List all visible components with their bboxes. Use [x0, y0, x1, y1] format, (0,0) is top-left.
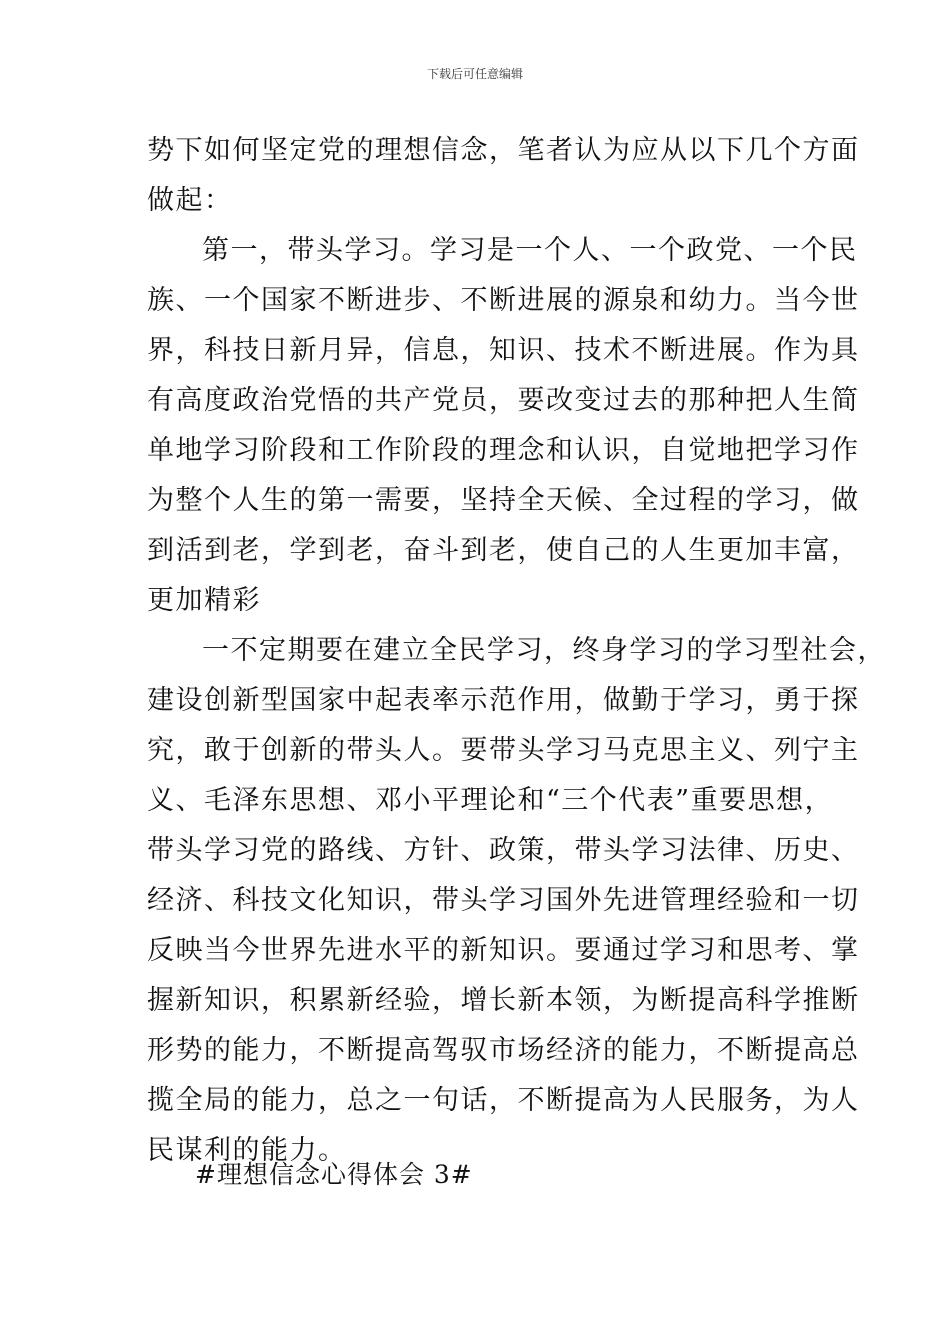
text-line: 第一，带头学习。学习是一个人、一个政党、一个民: [202, 235, 858, 266]
text-line: 做起：: [147, 185, 233, 216]
text-line: 揽全局的能力，总之一句话，不断提高为人民服务，为人: [147, 1085, 860, 1116]
text-line: 建设创新型国家中起表率示范作用，做勤于学习，勇于探: [147, 685, 860, 716]
text-line: 民谋利的能力。: [147, 1135, 347, 1166]
text-line: 究，敢于创新的带头人。要带头学习马克思主义、列宁主: [147, 735, 860, 766]
text-line: 界，科技日新月异，信息，知识、技术不断进展。作为具: [147, 335, 860, 366]
section-heading: #理想信念心得体会 3#: [195, 1160, 473, 1189]
text-line: 有高度政治党悟的共产党员，要改变过去的那种把人生简: [147, 385, 860, 416]
text-line: 势下如何坚定党的理想信念，笔者认为应从以下几个方面: [147, 135, 860, 166]
text-line: 一不定期要在建立全民学习，终身学习的学习型社会，: [202, 635, 886, 666]
paragraph-intro-continuation: [147, 126, 860, 226]
paragraph-lead-study: [147, 226, 860, 626]
text-line: 更加精彩: [147, 585, 261, 616]
document-body: [147, 126, 886, 1176]
text-line: 为整个人生的第一需要，坚持全天候、全过程的学习，做: [147, 485, 860, 516]
text-line: 族、一个国家不断进步、不断进展的源泉和幼力。当今世: [147, 285, 860, 316]
text-line: 义、毛泽东思想、邓小平理论和“三个代表”重要思想，: [147, 785, 834, 816]
text-line: 单地学习阶段和工作阶段的理念和认识，自觉地把学习作: [147, 435, 860, 466]
paragraph-learning-society: [147, 626, 886, 1176]
text-line: 形势的能力，不断提高驾驭市场经济的能力，不断提高总: [147, 1035, 860, 1066]
text-line: 握新知识，积累新经验，增长新本领，为断提高科学推断: [147, 985, 860, 1016]
text-line: 到活到老，学到老，奋斗到老，使自己的人生更加丰富，: [147, 535, 860, 566]
text-line: 经济、科技文化知识，带头学习国外先进管理经验和一切: [147, 885, 860, 916]
text-line: 反映当今世界先进水平的新知识。要通过学习和思考、掌: [147, 935, 860, 966]
page-header-note: 下载后可任意编辑: [426, 67, 523, 81]
text-line: 带头学习党的路线、方针、政策，带头学习法律、历史、: [147, 835, 860, 866]
